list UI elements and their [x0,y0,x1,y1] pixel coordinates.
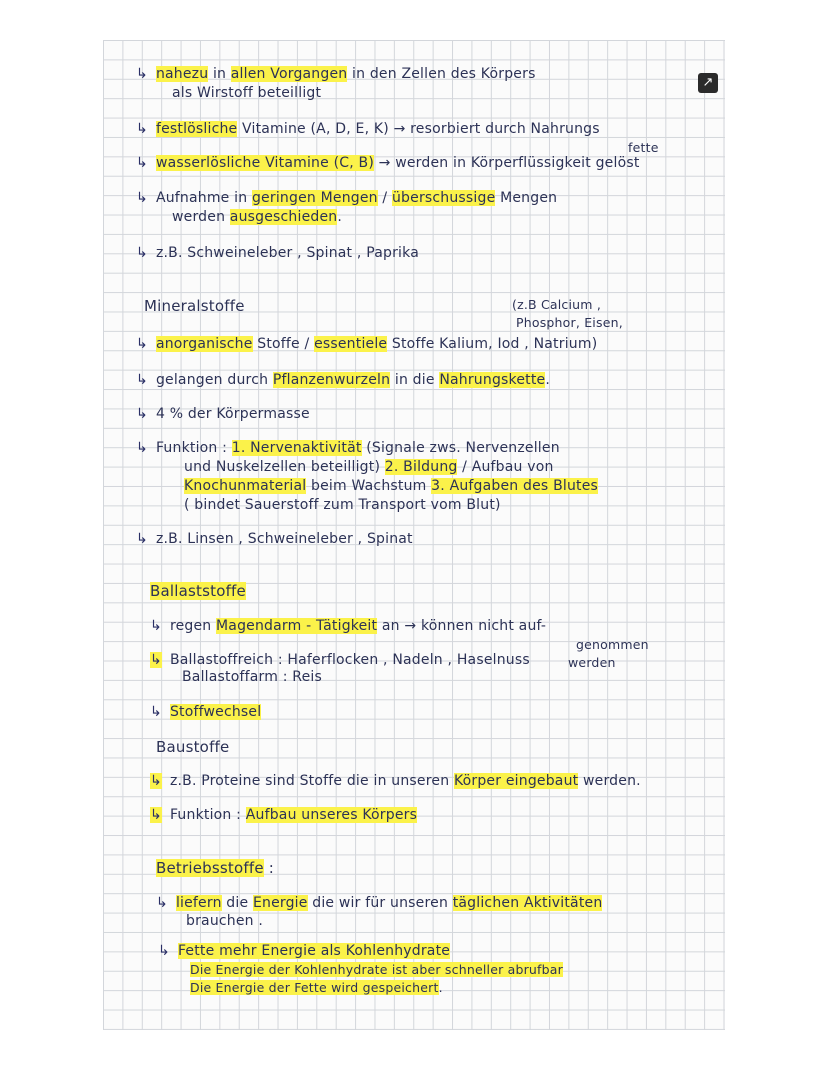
note-line: als Wirstoff beteilligt [172,85,322,101]
section-heading: Betriebsstoffe : [156,859,274,877]
note-line: ↳ Funktion : Aufbau unseres Körpers [150,807,418,823]
note-line: Ballastoffarm : Reis [182,669,322,685]
section-heading: Mineralstoffe [144,297,245,315]
arrow-icon: ↳ [150,652,162,668]
note-line: ↳ anorganische Stoffe / essentiele Stoffe Kalium, Iod , Natrium) [136,336,598,352]
arrow-icon: ↳ [136,66,148,82]
note-line: Die Energie der Fette wird gespeichert. [190,980,443,995]
note-line: ↳ z.B. Linsen , Schweineleber , Spinat [136,531,413,547]
note-line: ↳ gelangen durch Pflanzenwurzeln in die Nahrungskette. [136,372,550,388]
note-line: ↳ z.B. Proteine sind Stoffe die in unseren Körper eingebaut werden. [150,773,641,789]
note-line: ↳ Ballastoffreich : Haferflocken , Nadeln , Haselnuss [150,652,530,668]
arrow-icon: ↳ [150,807,162,823]
bookmark-icon[interactable]: ↗ [698,73,718,93]
arrow-icon: ↳ [136,372,148,388]
note-line: ↳ 4 % der Körpermasse [136,406,310,422]
note-line: (z.B Calcium , [512,297,602,312]
note-line: Knochunmaterial beim Wachstum 3. Aufgaben des Blutes [184,478,599,494]
arrow-icon: ↳ [150,618,162,634]
note-line: ↳ regen Magendarm - Tätigkeit an → können nicht auf- [150,618,547,634]
note-line: ↳ Stoffwechsel [150,704,262,720]
note-line: ↳ liefern die Energie die wir für unseren täglichen Aktivitäten [156,895,603,911]
note-line: brauchen . [186,913,264,929]
arrow-icon: ↳ [136,190,148,206]
note-line: werden [568,655,616,670]
arrow-icon: ↳ [136,406,148,422]
arrow-icon: ↳ [136,531,148,547]
note-line: genommen [576,637,649,652]
note-line: fette [628,140,659,155]
section-heading: Baustoffe [156,738,230,756]
arrow-icon: ↳ [136,155,148,171]
note-line: ↳ nahezu in allen Vorgangen in den Zellen des Körpers [136,66,536,82]
note-line: ↳ wasserlösliche Vitamine (C, B) → werden in Körperflüssigkeit gelöst [136,155,640,171]
note-line: und Nuskelzellen beteilligt) 2. Bildung / Aufbau von [184,459,554,475]
arrow-icon: ↳ [136,245,148,261]
arrow-icon: ↳ [136,440,148,456]
section-heading: Ballaststoffe [150,582,246,600]
arrow-icon: ↳ [156,895,168,911]
note-line: ↳ z.B. Schweineleber , Spinat , Paprika [136,245,419,261]
arrow-icon: ↳ [158,943,170,959]
arrow-icon: ↳ [150,773,162,789]
note-line: ( bindet Sauerstoff zum Transport vom Blut) [184,497,501,513]
arrow-icon: ↳ [150,704,162,720]
note-line: ↳ festlösliche Vitamine (A, D, E, K) → resorbiert durch Nahrungs [136,121,600,137]
note-line: ↳ Aufnahme in geringen Mengen / überschussige Mengen [136,190,558,206]
note-line: werden ausgeschieden. [172,209,343,225]
arrow-icon: ↳ [136,121,148,137]
arrow-icon: ↳ [136,336,148,352]
note-line: Phosphor, Eisen, [516,315,623,330]
note-line: ↳ Funktion : 1. Nervenaktivität (Signale zws. Nervenzellen [136,440,560,456]
note-line: ↳ Fette mehr Energie als Kohlenhydrate [158,943,451,959]
note-line: Die Energie der Kohlenhydrate ist aber schneller abrufbar [190,962,563,977]
